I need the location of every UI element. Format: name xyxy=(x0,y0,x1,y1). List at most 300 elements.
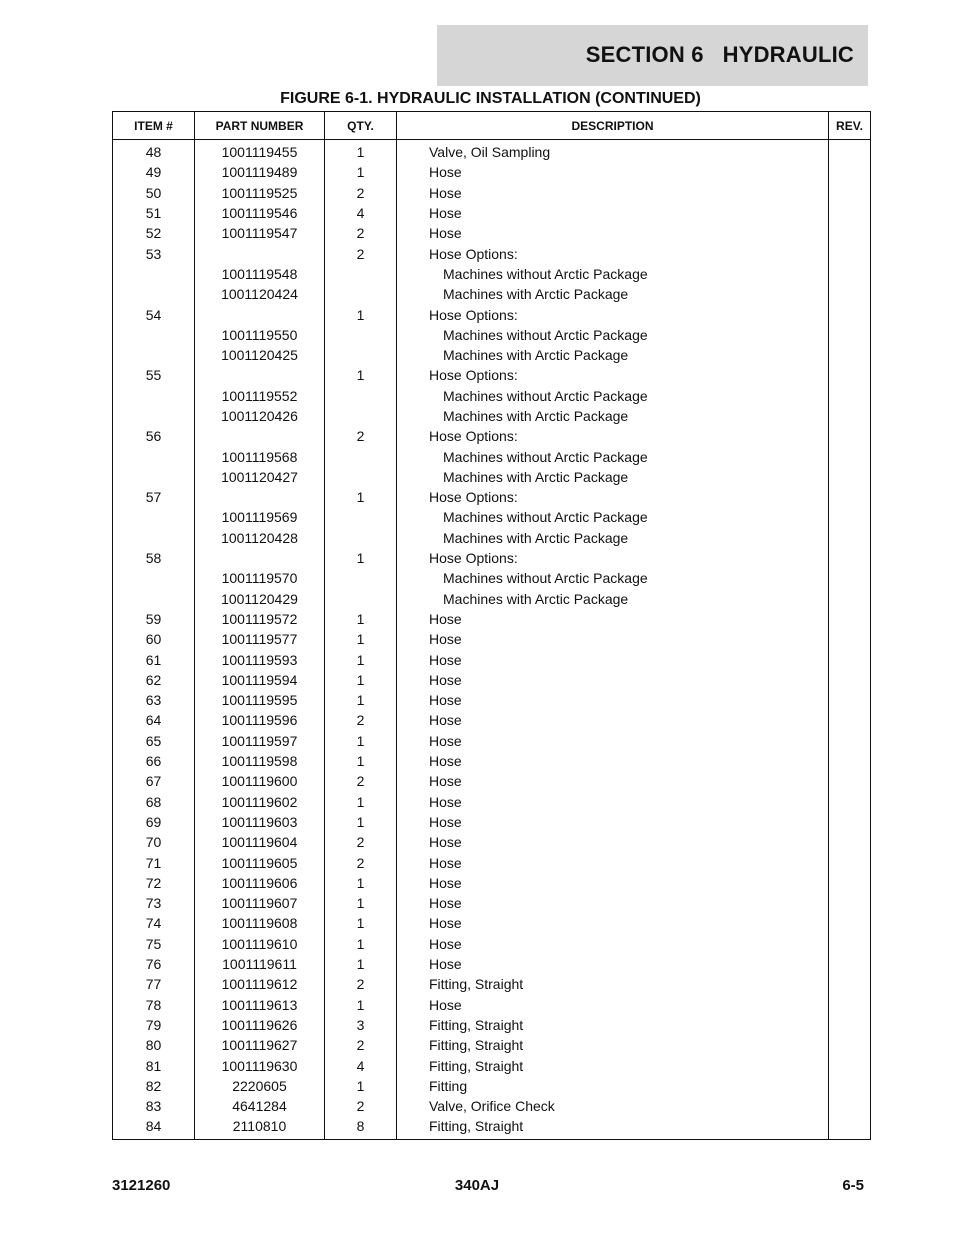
rev-cell xyxy=(829,690,871,710)
table-row xyxy=(113,140,871,163)
qty-cell: 3 xyxy=(325,1015,397,1035)
table-row xyxy=(113,243,871,263)
part-number-cell: 1001119594 xyxy=(195,670,325,690)
qty-cell xyxy=(325,406,397,426)
table-row xyxy=(113,873,871,893)
description-cell: Machines with Arctic Package xyxy=(397,467,829,487)
item-cell: 55 xyxy=(113,365,195,385)
table-row xyxy=(113,893,871,913)
table-row xyxy=(113,1116,871,1139)
table-row xyxy=(113,812,871,832)
qty-cell: 1 xyxy=(325,812,397,832)
rev-cell xyxy=(829,162,871,182)
item-cell: 71 xyxy=(113,852,195,872)
item-cell: 82 xyxy=(113,1076,195,1096)
table-row xyxy=(113,670,871,690)
rev-cell xyxy=(829,731,871,751)
table-row xyxy=(113,223,871,243)
description-cell: Hose xyxy=(397,629,829,649)
qty-cell: 1 xyxy=(325,792,397,812)
item-cell xyxy=(113,467,195,487)
part-number-cell: 1001119604 xyxy=(195,832,325,852)
rev-cell xyxy=(829,304,871,324)
description-cell: Hose xyxy=(397,649,829,669)
part-number-cell: 1001119489 xyxy=(195,162,325,182)
item-cell xyxy=(113,589,195,609)
qty-cell: 1 xyxy=(325,994,397,1014)
rev-cell xyxy=(829,832,871,852)
rev-cell xyxy=(829,264,871,284)
part-number-cell: 1001119626 xyxy=(195,1015,325,1035)
item-cell: 64 xyxy=(113,710,195,730)
part-number-cell: 1001119572 xyxy=(195,609,325,629)
description-cell: Hose xyxy=(397,731,829,751)
description-cell: Hose xyxy=(397,690,829,710)
item-cell: 54 xyxy=(113,304,195,324)
table-row xyxy=(113,649,871,669)
table-row xyxy=(113,832,871,852)
description-cell: Hose xyxy=(397,771,829,791)
description-cell: Hose xyxy=(397,609,829,629)
item-cell: 49 xyxy=(113,162,195,182)
table-row xyxy=(113,426,871,446)
item-cell: 72 xyxy=(113,873,195,893)
part-number-cell: 1001119550 xyxy=(195,325,325,345)
qty-cell: 2 xyxy=(325,832,397,852)
rev-cell xyxy=(829,893,871,913)
description-cell: Machines without Arctic Package xyxy=(397,507,829,527)
description-cell: Hose xyxy=(397,873,829,893)
qty-cell: 1 xyxy=(325,873,397,893)
description-cell: Hose xyxy=(397,710,829,730)
description-cell: Hose xyxy=(397,893,829,913)
item-cell xyxy=(113,345,195,365)
item-cell: 76 xyxy=(113,954,195,974)
qty-cell: 1 xyxy=(325,609,397,629)
table-row xyxy=(113,954,871,974)
section-header xyxy=(437,25,868,86)
description-cell: Hose xyxy=(397,812,829,832)
part-number-cell: 1001120427 xyxy=(195,467,325,487)
rev-cell xyxy=(829,934,871,954)
footer-page-number: 6-5 xyxy=(842,1177,864,1194)
rev-cell xyxy=(829,994,871,1014)
table-row xyxy=(113,467,871,487)
rev-cell xyxy=(829,426,871,446)
qty-cell: 2 xyxy=(325,852,397,872)
item-cell: 67 xyxy=(113,771,195,791)
description-cell: Hose Options: xyxy=(397,304,829,324)
rev-cell xyxy=(829,1096,871,1116)
item-cell: 79 xyxy=(113,1015,195,1035)
qty-cell: 1 xyxy=(325,548,397,568)
table-row xyxy=(113,710,871,730)
part-number-cell: 1001119597 xyxy=(195,731,325,751)
rev-cell xyxy=(829,548,871,568)
rev-cell xyxy=(829,649,871,669)
description-cell: Hose xyxy=(397,934,829,954)
figure-title: FIGURE 6-1. HYDRAULIC INSTALLATION (CONTINUED) xyxy=(280,90,701,107)
qty-cell xyxy=(325,284,397,304)
qty-cell: 1 xyxy=(325,487,397,507)
part-number-cell: 2110810 xyxy=(195,1116,325,1139)
table-row xyxy=(113,994,871,1014)
part-number-cell: 1001119547 xyxy=(195,223,325,243)
item-cell xyxy=(113,264,195,284)
part-number-cell: 1001119525 xyxy=(195,183,325,203)
description-cell: Fitting, Straight xyxy=(397,1035,829,1055)
footer-model: 340AJ xyxy=(454,1177,500,1194)
description-cell: Hose xyxy=(397,670,829,690)
qty-cell xyxy=(325,264,397,284)
table-body xyxy=(113,140,871,1140)
rev-cell xyxy=(829,873,871,893)
description-cell: Hose Options: xyxy=(397,365,829,385)
description-cell: Machines without Arctic Package xyxy=(397,325,829,345)
item-cell: 73 xyxy=(113,893,195,913)
qty-cell xyxy=(325,507,397,527)
part-number-cell: 1001119608 xyxy=(195,913,325,933)
rev-cell xyxy=(829,325,871,345)
qty-cell: 1 xyxy=(325,162,397,182)
table-row xyxy=(113,345,871,365)
rev-cell xyxy=(829,467,871,487)
item-cell xyxy=(113,386,195,406)
qty-cell xyxy=(325,467,397,487)
item-cell: 50 xyxy=(113,183,195,203)
description-cell: Hose xyxy=(397,183,829,203)
item-cell: 51 xyxy=(113,203,195,223)
qty-cell xyxy=(325,589,397,609)
table-row xyxy=(113,609,871,629)
table-row xyxy=(113,325,871,345)
description-cell: Machines with Arctic Package xyxy=(397,284,829,304)
table-row xyxy=(113,528,871,548)
rev-cell xyxy=(829,751,871,771)
description-cell: Hose xyxy=(397,751,829,771)
table-row xyxy=(113,304,871,324)
rev-cell xyxy=(829,812,871,832)
rev-cell xyxy=(829,487,871,507)
table-row xyxy=(113,1055,871,1075)
item-cell: 74 xyxy=(113,913,195,933)
part-number-cell: 2220605 xyxy=(195,1076,325,1096)
rev-cell xyxy=(829,670,871,690)
description-cell: Hose Options: xyxy=(397,243,829,263)
description-cell: Fitting, Straight xyxy=(397,1015,829,1035)
table-row xyxy=(113,406,871,426)
part-number-cell: 1001119596 xyxy=(195,710,325,730)
qty-cell: 4 xyxy=(325,203,397,223)
item-cell: 81 xyxy=(113,1055,195,1075)
qty-cell: 2 xyxy=(325,183,397,203)
part-number-cell: 4641284 xyxy=(195,1096,325,1116)
description-cell: Valve, Orifice Check xyxy=(397,1096,829,1116)
part-number-cell: 1001119548 xyxy=(195,264,325,284)
part-number-cell xyxy=(195,426,325,446)
footer-publication-number: 3121260 xyxy=(112,1177,171,1194)
description-cell: Hose xyxy=(397,832,829,852)
qty-cell: 2 xyxy=(325,1096,397,1116)
rev-cell xyxy=(829,446,871,466)
column-header-qty: QTY. xyxy=(325,112,397,140)
qty-cell xyxy=(325,446,397,466)
column-header-description: DESCRIPTION xyxy=(397,112,829,140)
rev-cell xyxy=(829,568,871,588)
column-header-item: ITEM # xyxy=(113,112,195,140)
description-cell: Fitting, Straight xyxy=(397,974,829,994)
item-cell: 61 xyxy=(113,649,195,669)
rev-cell xyxy=(829,771,871,791)
table-row xyxy=(113,568,871,588)
part-number-cell: 1001119627 xyxy=(195,1035,325,1055)
qty-cell: 1 xyxy=(325,893,397,913)
part-number-cell: 1001119602 xyxy=(195,792,325,812)
qty-cell: 1 xyxy=(325,140,397,163)
parts-table xyxy=(112,111,871,1140)
table-row xyxy=(113,183,871,203)
part-number-cell: 1001119611 xyxy=(195,954,325,974)
qty-cell xyxy=(325,345,397,365)
item-cell xyxy=(113,325,195,345)
rev-cell xyxy=(829,954,871,974)
table-row xyxy=(113,487,871,507)
rev-cell xyxy=(829,243,871,263)
part-number-cell: 1001120429 xyxy=(195,589,325,609)
table-row xyxy=(113,690,871,710)
description-cell: Hose xyxy=(397,852,829,872)
part-number-cell: 1001119593 xyxy=(195,649,325,669)
item-cell: 59 xyxy=(113,609,195,629)
qty-cell: 2 xyxy=(325,771,397,791)
item-cell xyxy=(113,406,195,426)
qty-cell: 4 xyxy=(325,1055,397,1075)
qty-cell: 1 xyxy=(325,751,397,771)
rev-cell xyxy=(829,223,871,243)
description-cell: Machines with Arctic Package xyxy=(397,528,829,548)
table-row xyxy=(113,264,871,284)
description-cell: Hose Options: xyxy=(397,548,829,568)
part-number-cell: 1001119606 xyxy=(195,873,325,893)
qty-cell xyxy=(325,528,397,548)
item-cell: 80 xyxy=(113,1035,195,1055)
qty-cell: 1 xyxy=(325,1076,397,1096)
item-cell: 77 xyxy=(113,974,195,994)
item-cell: 63 xyxy=(113,690,195,710)
item-cell: 84 xyxy=(113,1116,195,1139)
part-number-cell: 1001119600 xyxy=(195,771,325,791)
column-header-rev: REV. xyxy=(829,112,871,140)
item-cell: 68 xyxy=(113,792,195,812)
rev-cell xyxy=(829,609,871,629)
description-cell: Fitting xyxy=(397,1076,829,1096)
description-cell: Hose xyxy=(397,913,829,933)
qty-cell: 1 xyxy=(325,629,397,649)
qty-cell: 1 xyxy=(325,304,397,324)
description-cell: Machines without Arctic Package xyxy=(397,568,829,588)
part-number-cell xyxy=(195,304,325,324)
qty-cell xyxy=(325,325,397,345)
item-cell: 53 xyxy=(113,243,195,263)
qty-cell: 1 xyxy=(325,649,397,669)
table-row xyxy=(113,507,871,527)
qty-cell xyxy=(325,386,397,406)
qty-cell: 2 xyxy=(325,223,397,243)
table-row xyxy=(113,913,871,933)
rev-cell xyxy=(829,365,871,385)
rev-cell xyxy=(829,345,871,365)
rev-cell xyxy=(829,183,871,203)
rev-cell xyxy=(829,1015,871,1035)
description-cell: Hose Options: xyxy=(397,487,829,507)
table-row xyxy=(113,1015,871,1035)
table-row xyxy=(113,446,871,466)
description-cell: Fitting, Straight xyxy=(397,1116,829,1139)
rev-cell xyxy=(829,792,871,812)
item-cell xyxy=(113,284,195,304)
part-number-cell: 1001119610 xyxy=(195,934,325,954)
item-cell xyxy=(113,446,195,466)
part-number-cell: 1001119605 xyxy=(195,852,325,872)
part-number-cell: 1001119570 xyxy=(195,568,325,588)
qty-cell: 2 xyxy=(325,426,397,446)
item-cell: 66 xyxy=(113,751,195,771)
qty-cell: 1 xyxy=(325,731,397,751)
table-row xyxy=(113,731,871,751)
qty-cell: 8 xyxy=(325,1116,397,1139)
qty-cell: 2 xyxy=(325,1035,397,1055)
rev-cell xyxy=(829,1035,871,1055)
table-row xyxy=(113,1035,871,1055)
table-row xyxy=(113,386,871,406)
rev-cell xyxy=(829,1116,871,1139)
table-row xyxy=(113,365,871,385)
description-cell: Valve, Oil Sampling xyxy=(397,140,829,163)
part-number-cell xyxy=(195,243,325,263)
item-cell: 56 xyxy=(113,426,195,446)
description-cell: Hose xyxy=(397,792,829,812)
description-cell: Machines without Arctic Package xyxy=(397,386,829,406)
description-cell: Hose xyxy=(397,954,829,974)
qty-cell: 1 xyxy=(325,365,397,385)
part-number-cell: 1001119546 xyxy=(195,203,325,223)
rev-cell xyxy=(829,386,871,406)
part-number-cell: 1001119569 xyxy=(195,507,325,527)
table-row xyxy=(113,284,871,304)
item-cell xyxy=(113,568,195,588)
rev-cell xyxy=(829,140,871,163)
part-number-cell: 1001119595 xyxy=(195,690,325,710)
part-number-cell: 1001119607 xyxy=(195,893,325,913)
item-cell: 78 xyxy=(113,994,195,1014)
part-number-cell: 1001120428 xyxy=(195,528,325,548)
rev-cell xyxy=(829,284,871,304)
qty-cell: 2 xyxy=(325,974,397,994)
table-row xyxy=(113,203,871,223)
item-cell: 75 xyxy=(113,934,195,954)
rev-cell xyxy=(829,528,871,548)
rev-cell xyxy=(829,1076,871,1096)
part-number-cell: 1001120425 xyxy=(195,345,325,365)
column-header-part-number: PART NUMBER xyxy=(195,112,325,140)
description-cell: Machines with Arctic Package xyxy=(397,345,829,365)
rev-cell xyxy=(829,629,871,649)
description-cell: Machines without Arctic Package xyxy=(397,264,829,284)
part-number-cell: 1001120426 xyxy=(195,406,325,426)
rev-cell xyxy=(829,913,871,933)
rev-cell xyxy=(829,507,871,527)
qty-cell: 1 xyxy=(325,690,397,710)
description-cell: Machines with Arctic Package xyxy=(397,589,829,609)
description-cell: Fitting, Straight xyxy=(397,1055,829,1075)
part-number-cell: 1001119455 xyxy=(195,140,325,163)
part-number-cell xyxy=(195,365,325,385)
item-cell: 70 xyxy=(113,832,195,852)
rev-cell xyxy=(829,1055,871,1075)
part-number-cell xyxy=(195,548,325,568)
description-cell: Machines without Arctic Package xyxy=(397,446,829,466)
table-row xyxy=(113,751,871,771)
table-row xyxy=(113,629,871,649)
table-row xyxy=(113,852,871,872)
part-number-cell: 1001120424 xyxy=(195,284,325,304)
item-cell: 65 xyxy=(113,731,195,751)
description-cell: Hose xyxy=(397,223,829,243)
qty-cell: 2 xyxy=(325,710,397,730)
rev-cell xyxy=(829,974,871,994)
item-cell: 60 xyxy=(113,629,195,649)
part-number-cell xyxy=(195,487,325,507)
rev-cell xyxy=(829,852,871,872)
table-row xyxy=(113,771,871,791)
part-number-cell: 1001119612 xyxy=(195,974,325,994)
rev-cell xyxy=(829,203,871,223)
table-row xyxy=(113,974,871,994)
rev-cell xyxy=(829,589,871,609)
qty-cell: 2 xyxy=(325,243,397,263)
table-header-row xyxy=(113,112,871,140)
description-cell: Hose xyxy=(397,994,829,1014)
table-row xyxy=(113,548,871,568)
qty-cell: 1 xyxy=(325,670,397,690)
item-cell xyxy=(113,507,195,527)
section-title: SECTION 6 HYDRAULIC xyxy=(585,42,854,67)
table-row xyxy=(113,1096,871,1116)
rev-cell xyxy=(829,406,871,426)
qty-cell xyxy=(325,568,397,588)
description-cell: Hose xyxy=(397,162,829,182)
item-cell: 52 xyxy=(113,223,195,243)
part-number-cell: 1001119598 xyxy=(195,751,325,771)
item-cell: 57 xyxy=(113,487,195,507)
table-row xyxy=(113,589,871,609)
qty-cell: 1 xyxy=(325,934,397,954)
part-number-cell: 1001119552 xyxy=(195,386,325,406)
description-cell: Machines with Arctic Package xyxy=(397,406,829,426)
qty-cell: 1 xyxy=(325,913,397,933)
part-number-cell: 1001119577 xyxy=(195,629,325,649)
item-cell xyxy=(113,528,195,548)
part-number-cell: 1001119603 xyxy=(195,812,325,832)
table-row xyxy=(113,162,871,182)
part-number-cell: 1001119613 xyxy=(195,994,325,1014)
part-number-cell: 1001119568 xyxy=(195,446,325,466)
item-cell: 48 xyxy=(113,140,195,163)
item-cell: 83 xyxy=(113,1096,195,1116)
qty-cell: 1 xyxy=(325,954,397,974)
table-row xyxy=(113,1076,871,1096)
table-row xyxy=(113,792,871,812)
